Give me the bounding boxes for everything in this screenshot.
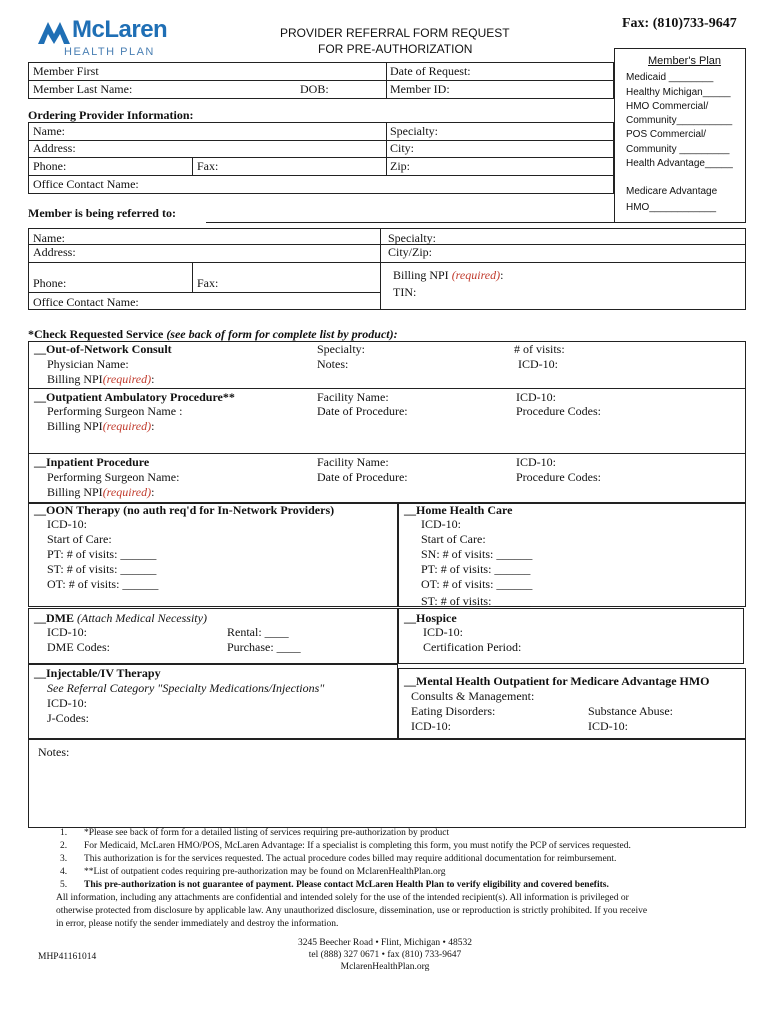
ordering-fax-field[interactable]: Fax: (197, 159, 219, 173)
ordering-zip-field[interactable]: Zip: (390, 159, 410, 173)
injectable-note: See Referral Category "Specialty Medications/Injections" (47, 681, 325, 695)
mh-eating-field[interactable]: Eating Disorders: (411, 704, 496, 718)
plan-hmo-community[interactable]: Community__________ (626, 115, 733, 126)
ordering-phone-field[interactable]: Phone: (33, 159, 67, 173)
oon-physician-field[interactable]: Physician Name: (47, 357, 129, 371)
ordering-specialty-field[interactable]: Specialty: (390, 124, 438, 138)
fax-number: Fax: (810)733-9647 (622, 16, 737, 31)
hhc-icd-field[interactable]: ICD-10: (421, 517, 461, 531)
opa-icd-field[interactable]: ICD-10: (516, 390, 556, 404)
logo-sub: HEALTH PLAN (64, 46, 155, 58)
address-line3: MclarenHealthPlan.org (340, 962, 430, 972)
hospice-checkbox[interactable]: __Hospice (404, 611, 457, 625)
logo-name: McLaren (72, 16, 168, 43)
form-title-line1: PROVIDER REFERRAL FORM REQUEST (280, 26, 510, 40)
mh-icd-field[interactable]: ICD-10: (411, 719, 451, 733)
plan-health-advantage[interactable]: Health Advantage_____ (626, 158, 733, 169)
form-id: MHP41161014 (38, 952, 97, 962)
inp-icd-field[interactable]: ICD-10: (516, 455, 556, 469)
referred-cityzip-field[interactable]: City/Zip: (388, 245, 433, 259)
injectable-jcodes-field[interactable]: J-Codes: (47, 711, 89, 725)
referred-fax-field[interactable]: Fax: (197, 276, 219, 290)
notes-box[interactable] (28, 739, 746, 828)
oon-therapy-checkbox[interactable]: __OON Therapy (no auth req'd for In-Network Providers) (34, 503, 335, 517)
hospice-icd-field[interactable]: ICD-10: (423, 625, 463, 639)
footnote-4: 4. **List of outpatient codes requiring pre-authorization may be found on MclarenHealthPlan.org (60, 867, 446, 877)
dme-codes-field[interactable]: DME Codes: (47, 640, 110, 654)
member-first-field[interactable]: Member First (33, 64, 99, 78)
referred-phone-field[interactable]: Phone: (33, 276, 67, 290)
inp-codes-field[interactable]: Procedure Codes: (516, 470, 601, 484)
mh-substance-icd-field[interactable]: ICD-10: (588, 719, 628, 733)
dme-icd-field[interactable]: ICD-10: (47, 625, 87, 639)
inp-date-field[interactable]: Date of Procedure: (317, 470, 408, 484)
oont-icd-field[interactable]: ICD-10: (47, 517, 87, 531)
requested-service-heading: *Check Requested Service (see back of form for complete list by product): (28, 327, 398, 341)
referred-to-heading: Member is being referred to: (28, 206, 176, 220)
oont-st-field[interactable]: ST: # of visits: ______ (47, 562, 157, 576)
referred-tin-field[interactable]: TIN: (393, 285, 417, 299)
ordering-address-field[interactable]: Address: (33, 141, 76, 155)
footnote-2: 2. For Medicaid, McLaren HMO/POS, McLaren Advantage: If a specialist is completing this form, you must notify the PCP of services requested. (60, 841, 631, 851)
mclaren-logo-icon (36, 16, 72, 46)
plan-medicare-hmo[interactable]: HMO____________ (626, 202, 717, 213)
ordering-city-field[interactable]: City: (390, 141, 415, 155)
referred-name-field[interactable]: Name: (33, 231, 65, 245)
logo (34, 14, 184, 60)
footnote-1: 1. *Please see back of form for a detailed listing of services requiring pre-authorization by product (60, 828, 450, 838)
ordering-name-field[interactable]: Name: (33, 124, 65, 138)
address-line2: tel (888) 327 0671 • fax (810) 733-9647 (308, 950, 462, 960)
home-health-checkbox[interactable]: __Home Health Care (404, 503, 513, 517)
inp-billing-npi-field[interactable]: Billing NPI(required): (47, 485, 155, 499)
hospice-cert-field[interactable]: Certification Period: (423, 640, 522, 654)
mh-substance-field[interactable]: Substance Abuse: (588, 704, 673, 718)
plan-medicare-advantage[interactable]: Medicare Advantage (626, 186, 718, 197)
referred-billing-npi-field[interactable]: Billing NPI (required): (393, 268, 504, 282)
oon-visits-field[interactable]: # of visits: (514, 342, 565, 356)
plan-pos-community[interactable]: Community _________ (626, 144, 730, 155)
ordering-contact-field[interactable]: Office Contact Name: (33, 177, 139, 191)
form-title-line2: FOR PRE-AUTHORIZATION (318, 42, 473, 56)
hhc-st-field[interactable]: ST: # of visits: ______ (421, 594, 531, 608)
inpatient-procedure-checkbox[interactable]: __Inpatient Procedure (34, 455, 150, 469)
opa-surgeon-field[interactable]: Performing Surgeon Name : (47, 404, 183, 418)
member-last-field[interactable]: Member Last Name: (33, 82, 133, 96)
oont-start-field[interactable]: Start of Care: (47, 532, 112, 546)
inp-facility-field[interactable]: Facility Name: (317, 455, 389, 469)
hhc-pt-field[interactable]: PT: # of visits: ______ (421, 562, 531, 576)
oon-billing-npi-field[interactable]: Billing NPI(required): (47, 372, 155, 386)
dob-field[interactable]: DOB: (300, 82, 329, 96)
oon-icd-field[interactable]: ICD-10: (518, 357, 558, 371)
billing-npi-label: Billing NPI (393, 268, 452, 282)
outpatient-procedure-checkbox[interactable]: __Outpatient Ambulatory Procedure** (34, 390, 235, 404)
date-of-request-field[interactable]: Date of Request: (390, 64, 471, 78)
hhc-ot-field[interactable]: OT: # of visits: ______ (421, 577, 533, 591)
injectable-icd-field[interactable]: ICD-10: (47, 696, 87, 710)
mental-health-checkbox[interactable]: __Mental Health Outpatient for Medicare Advantage HMO (404, 674, 710, 688)
notes-label: Notes: (38, 745, 70, 759)
mh-consults-field[interactable]: Consults & Management: (411, 689, 535, 703)
hhc-sn-field[interactable]: SN: # of visits: ______ (421, 547, 533, 561)
address-line1: 3245 Beecher Road • Flint, Michigan • 48532 (298, 938, 472, 948)
opa-date-field[interactable]: Date of Procedure: (317, 404, 408, 418)
oont-ot-field[interactable]: OT: # of visits: ______ (47, 577, 159, 591)
referred-specialty-field[interactable]: Specialty: (388, 231, 436, 245)
opa-facility-field[interactable]: Facility Name: (317, 390, 389, 404)
referred-address-field[interactable]: Address: (33, 245, 76, 259)
hhc-start-field[interactable]: Start of Care: (421, 532, 486, 546)
disclaimer-line2: otherwise protected from disclosure by applicable law. Any unauthorized disclosure, dissemination, use or reproduction is strictly prohibited. If you receive (56, 906, 648, 916)
inp-surgeon-field[interactable]: Performing Surgeon Name: (47, 470, 180, 484)
opa-billing-npi-field[interactable]: Billing NPI(required): (47, 419, 155, 433)
oon-notes-field[interactable]: Notes: (317, 357, 349, 371)
plan-medicaid[interactable]: Medicaid ________ (626, 72, 714, 83)
dme-purchase-field[interactable]: Purchase: ____ (227, 640, 301, 654)
required-label: (required) (451, 268, 501, 282)
injectable-checkbox[interactable]: __Injectable/IV Therapy (34, 666, 161, 680)
footnote-5: 5. This pre-authorization is not guarantee of payment. Please contact McLaren Health Plan to verify eligibility and covered benefits. (60, 880, 609, 890)
plan-pos-commercial[interactable]: POS Commercial/ (626, 129, 707, 140)
ordering-provider-heading: Ordering Provider Information: (28, 108, 194, 122)
oon-consult-checkbox[interactable]: __Out-of-Network Consult (34, 342, 172, 356)
referred-contact-field[interactable]: Office Contact Name: (33, 295, 139, 309)
disclaimer-line1: All information, including any attachments are confidential and intended solely for the use of the intended recipient(s). All information is privileged or (56, 893, 629, 903)
disclaimer-line3: in error, please notify the sender immediately and destroy the information. (56, 919, 339, 929)
plan-hmo-commercial[interactable]: HMO Commercial/ (626, 101, 709, 112)
oont-pt-field[interactable]: PT: # of visits: ______ (47, 547, 157, 561)
oon-specialty-field[interactable]: Specialty: (317, 342, 365, 356)
dme-checkbox[interactable]: __DME (Attach Medical Necessity) (34, 611, 207, 625)
footnote-3: 3. This authorization is for the services requested. The actual procedure codes billed may require additional documentation for reimbursement. (60, 854, 617, 864)
member-id-field[interactable]: Member ID: (390, 82, 450, 96)
plan-healthy-michigan[interactable]: Healthy Michigan_____ (626, 87, 731, 98)
dme-rental-field[interactable]: Rental: ____ (227, 625, 289, 639)
member-plan-title: Member's Plan (648, 55, 722, 67)
opa-codes-field[interactable]: Procedure Codes: (516, 404, 601, 418)
